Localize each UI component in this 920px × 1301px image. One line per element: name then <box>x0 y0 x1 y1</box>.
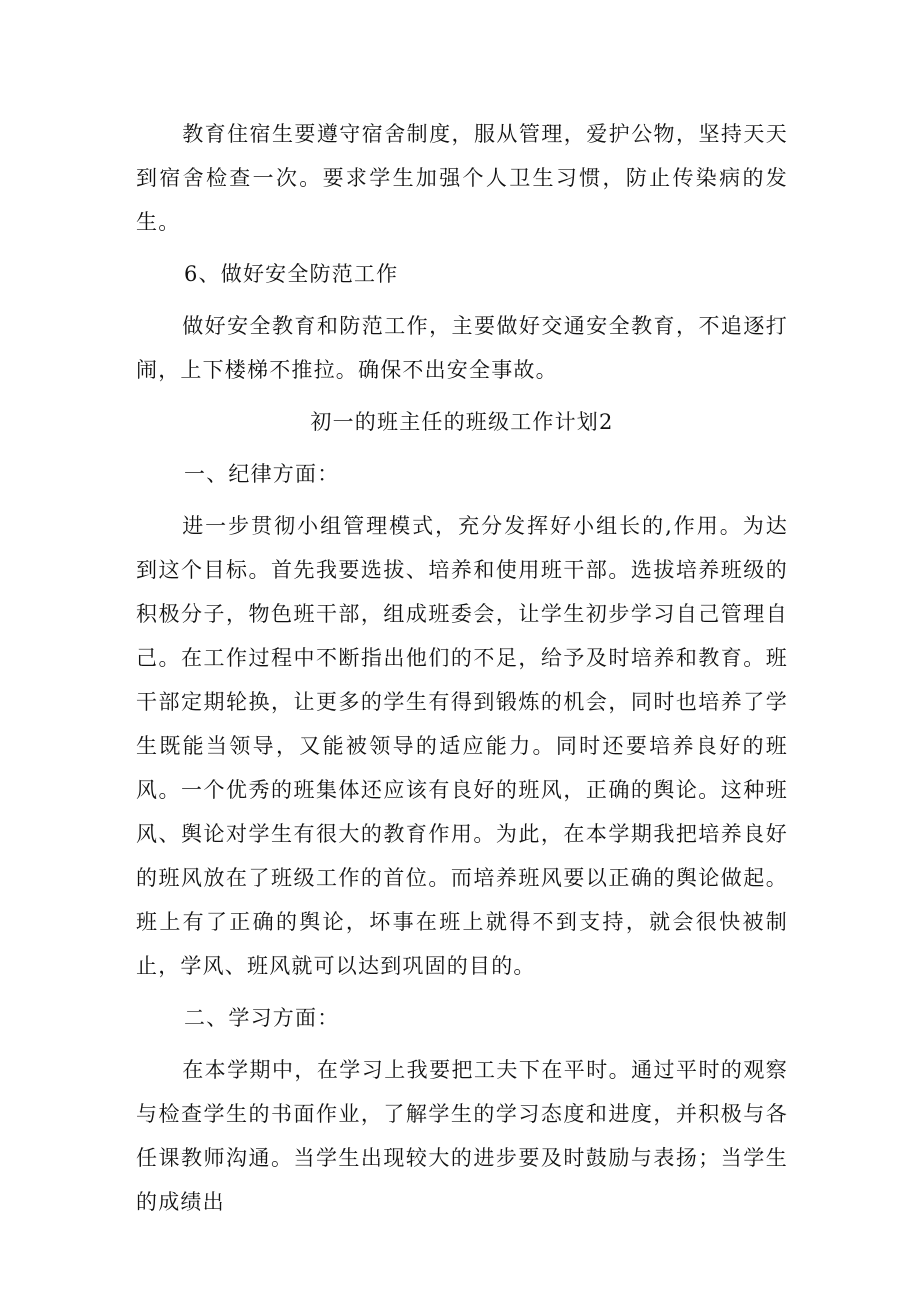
document-title-plan-2: 初一的班主任的班级工作计划2 <box>310 410 614 434</box>
paragraph-safety: 做好安全教育和防范工作，主要做好交通安全教育，不追逐打闹，上下楼梯不推拉。确保不出安全事故。 <box>136 314 788 382</box>
section-heading-safety: 6、做好安全防范工作 <box>184 262 399 286</box>
section-heading-study: 二、学习方面： <box>184 1006 340 1030</box>
paragraph-dormitory: 教育住宿生要遵守宿舍制度，服从管理，爱护公物，坚持天天到宿舍检查一次。要求学生加强个人卫生习惯，防止传染病的发生。 <box>136 122 788 234</box>
paragraph-discipline: 进一步贯彻小组管理模式，充分发挥好小组长的,作用。为达到这个目标。首先我要选拔、培养和使用班干部。选拔培养班级的积极分子，物色班干部，组成班委会，让学生初步学习自己管理自己。在工作过程中不断指出他们的不足，给予及时培养和教育。班干部定期轮换，让更多的学生有得到锻炼的机会，同时也培养了学生既能当领导，又能被领导的适应能力。同时还要培养良好的班风。一个优秀的班集体还应该有良好的班风，正确的舆论。这种班风、舆论对学生有很大的教育作用。为此，在本学期我把培养良好的班风放在了班级工作的首位。而培养班风要以正确的舆论做起。班上有了正确的舆论，坏事在班上就得不到支持，就会很快被制止，学风、班风就可以达到巩固的目的。 <box>136 514 788 978</box>
section-heading-discipline: 一、纪律方面： <box>184 462 340 486</box>
paragraph-study: 在本学期中，在学习上我要把工夫下在平时。通过平时的观察与检查学生的书面作业，了解学生的学习态度和进度，并积极与各任课教师沟通。当学生出现较大的进步要及时鼓励与表扬；当学生的成绩出 <box>136 1058 788 1214</box>
document-page <box>136 112 788 1232</box>
